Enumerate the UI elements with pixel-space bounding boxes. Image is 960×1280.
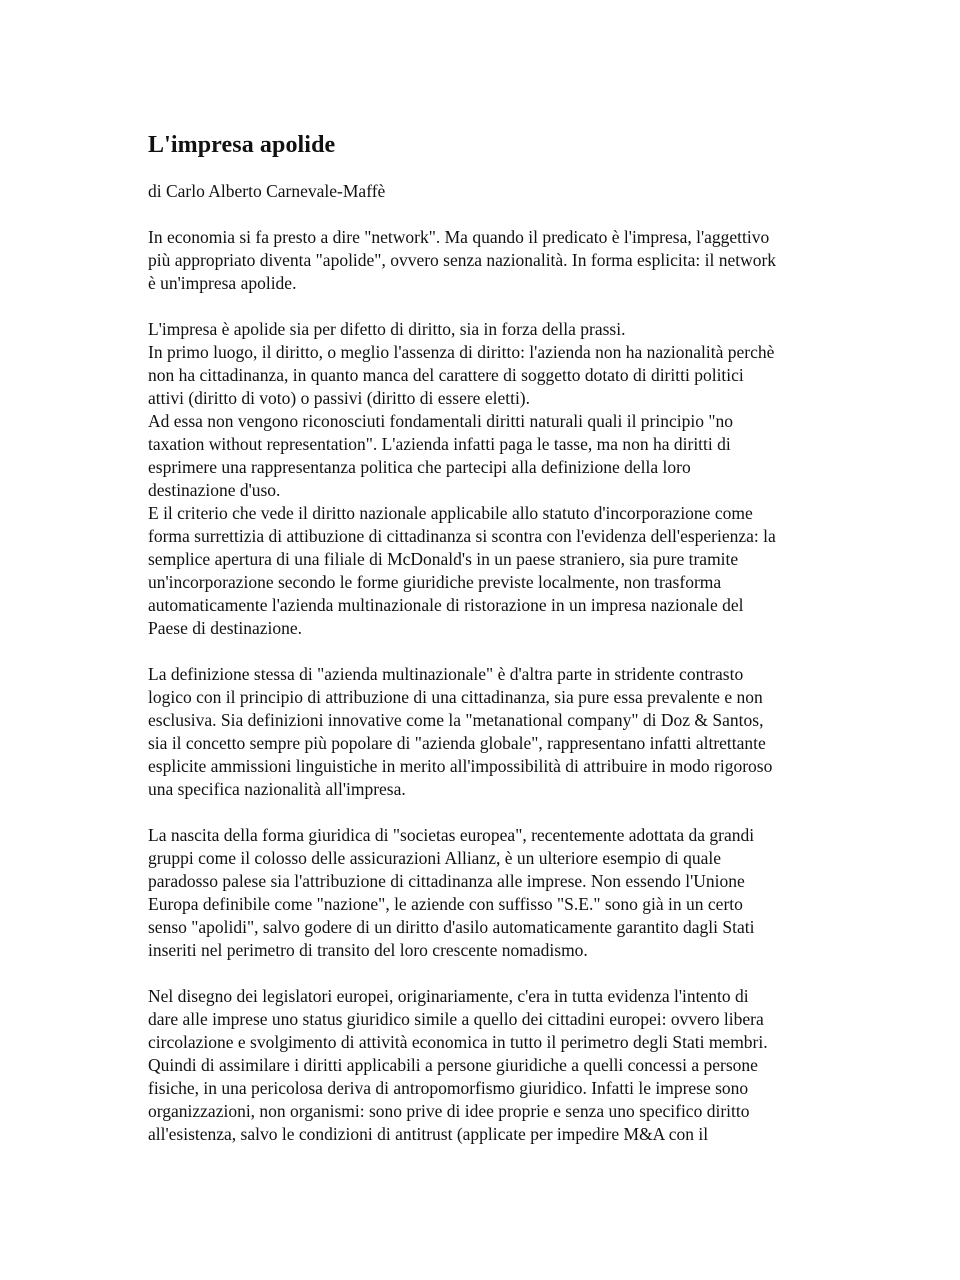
text-line: destinazione d'uso. [148, 480, 281, 500]
text-line: Quindi di assimilare i diritti applicabili a persone giuridiche a quelli concessi a persone [148, 1055, 758, 1075]
text-line: un'incorporazione secondo le forme giuridiche previste localmente, non trasforma [148, 572, 722, 592]
text-line: circolazione e svolgimento di attività economica in tutto il perimetro degli Stati membri. [148, 1032, 768, 1052]
author-byline: di Carlo Alberto Carnevale-Maffè [148, 181, 386, 201]
text-line: Europa definibile come "nazione", le aziende con suffisso "S.E." sono già in un certo [148, 894, 743, 914]
text-line: esprimere una rappresentanza politica che partecipi alla definizione della loro [148, 457, 691, 477]
paragraph [148, 824, 828, 962]
paragraph [148, 318, 828, 640]
text-line: In primo luogo, il diritto, o meglio l'assenza di diritto: l'azienda non ha nazionalità perchè [148, 342, 775, 362]
text-line: una specifica nazionalità all'impresa. [148, 779, 406, 799]
text-line: dare alle imprese uno status giuridico simile a quello dei cittadini europei: ovvero libera [148, 1009, 764, 1029]
text-line: forma surrettizia di attibuzione di cittadinanza si scontra con l'evidenza dell'esperienza: la [148, 526, 776, 546]
document-body [148, 226, 828, 1146]
document-title: L'impresa apolide [148, 132, 336, 158]
text-line: organizzazioni, non organismi: sono prive di idee proprie e senza uno specifico diritto [148, 1101, 750, 1121]
text-line: In economia si fa presto a dire "network". Ma quando il predicato è l'impresa, l'aggettivo [148, 227, 770, 247]
text-line: esclusiva. Sia definizioni innovative come la "metanational company" di Doz & Santos, [148, 710, 764, 730]
text-line: all'esistenza, salvo le condizioni di antitrust (applicate per impedire M&A con il [148, 1124, 709, 1144]
text-line: taxation without representation". L'azienda infatti paga le tasse, ma non ha diritti di [148, 434, 731, 454]
text-line: E il criterio che vede il diritto nazionale applicabile allo statuto d'incorporazione come [148, 503, 753, 523]
paragraph [148, 985, 828, 1146]
text-line: più appropriato diventa "apolide", ovvero senza nazionalità. In forma esplicita: il network [148, 250, 777, 270]
paragraph [148, 226, 828, 295]
text-line: gruppi come il colosso delle assicurazioni Allianz, è un ulteriore esempio di quale [148, 848, 721, 868]
text-line: paradosso palese sia l'attribuzione di cittadinanza alle imprese. Non essendo l'Unione [148, 871, 745, 891]
text-line: La nascita della forma giuridica di "societas europea", recentemente adottata da grandi [148, 825, 755, 845]
text-line: attivi (diritto di voto) o passivi (diritto di essere eletti). [148, 388, 531, 408]
text-line: senso "apolidi", salvo godere di un diritto d'asilo automaticamente garantito dagli Stati [148, 917, 755, 937]
text-line: automaticamente l'azienda multinazionale di ristorazione in un impresa nazionale del [148, 595, 744, 615]
text-line: inseriti nel perimetro di transito del loro crescente nomadismo. [148, 940, 588, 960]
text-line: La definizione stessa di "azienda multinazionale" è d'altra parte in stridente contrasto [148, 664, 744, 684]
text-line: sia il concetto sempre più popolare di "azienda globale", rappresentano infatti altrettante [148, 733, 766, 753]
text-line: L'impresa è apolide sia per difetto di diritto, sia in forza della prassi. [148, 319, 626, 339]
text-line: semplice apertura di una filiale di McDonald's in un paese straniero, sia pure tramite [148, 549, 739, 569]
text-line: Ad essa non vengono riconosciuti fondamentali diritti naturali quali il principio "no [148, 411, 734, 431]
text-line: Paese di destinazione. [148, 618, 303, 638]
document-page [148, 128, 828, 1169]
text-line: fisiche, in una pericolosa deriva di antropomorfismo giuridico. Infatti le imprese sono [148, 1078, 749, 1098]
text-line: esplicite ammissioni linguistiche in merito all'impossibilità di attribuire in modo rigoroso [148, 756, 773, 776]
paragraph [148, 663, 828, 801]
text-line: Nel disegno dei legislatori europei, originariamente, c'era in tutta evidenza l'intento di [148, 986, 749, 1006]
text-line: logico con il principio di attribuzione di una cittadinanza, sia pure essa prevalente e non [148, 687, 763, 707]
text-line: non ha cittadinanza, in quanto manca del carattere di soggetto dotato di diritti politici [148, 365, 744, 385]
text-line: è un'impresa apolide. [148, 273, 297, 293]
